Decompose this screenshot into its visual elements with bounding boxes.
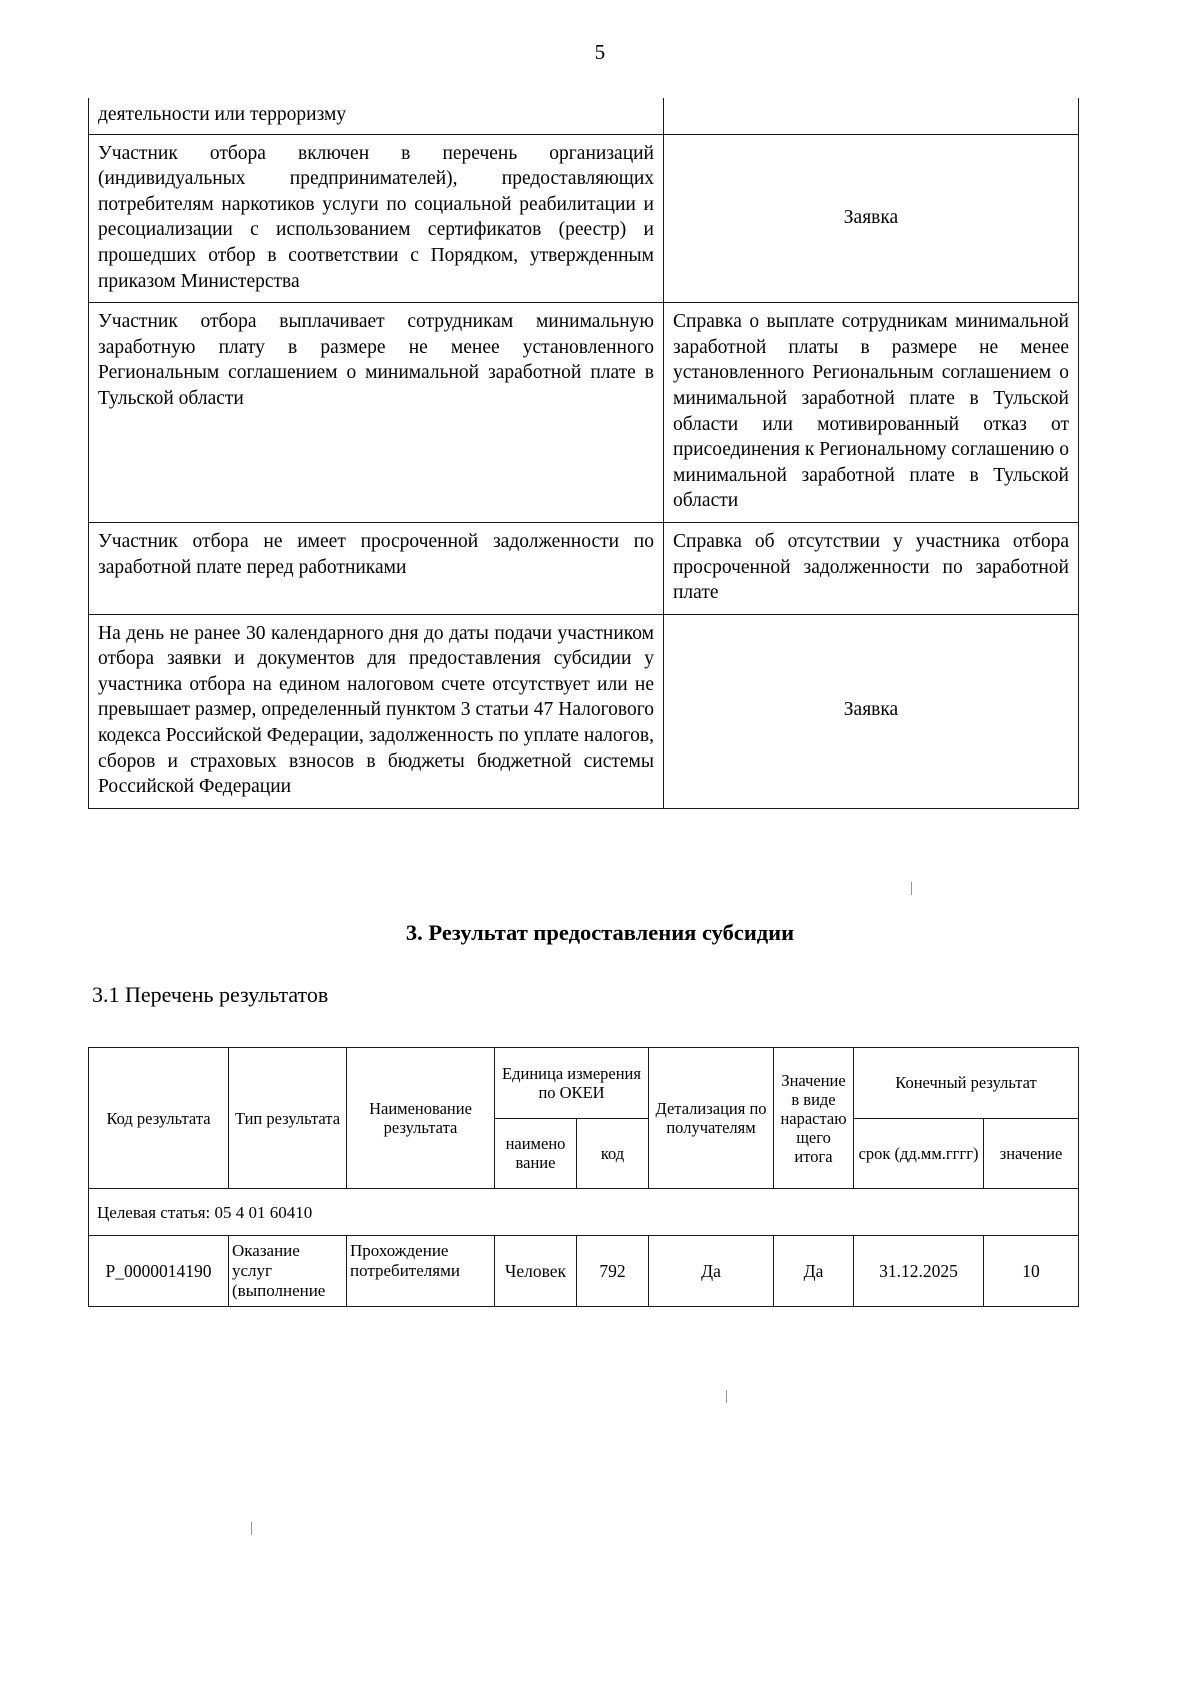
condition-cell: деятельности или терроризму [89, 98, 664, 134]
table-row [89, 98, 1079, 134]
results-table [88, 1047, 1079, 1307]
table-row [89, 134, 1079, 303]
target-article-label: Целевая статья: 05 4 01 60410 [89, 1189, 1079, 1236]
header-detail: Детализация по получателям [649, 1048, 774, 1189]
cell-cumulative: Да [774, 1236, 854, 1307]
table-row [89, 614, 1079, 808]
condition-cell: На день не ранее 30 календарного дня до даты подачи участником отбора заявки и документов для предоставления субсидии у участника отбора на едином налоговом счете отсутствует или не превышает размер, определенный пунктом 3 статьи 47 Налогового кодекса Российской Федерации, задолженность по уплате налогов, сборов и страховых взносов в бюджеты бюджетной системы Российской Федерации [89, 614, 664, 808]
cell-unit-name: Человек [495, 1236, 577, 1307]
header-final-result: Конечный результат [854, 1048, 1079, 1119]
document-cell: Справка об отсутствии у участника отбора просроченной задолженности по заработной плате [664, 522, 1079, 614]
table-row [89, 1236, 1079, 1307]
document-cell [664, 98, 1079, 134]
cell-value: 10 [984, 1236, 1079, 1307]
header-result-type: Тип результата [229, 1048, 347, 1189]
cell-unit-code: 792 [577, 1236, 649, 1307]
cell-detail: Да [649, 1236, 774, 1307]
document-cell: Заявка [664, 134, 1079, 303]
cell-result-type: Оказание услуг (выполнение [229, 1236, 347, 1307]
results-header-row [89, 1048, 1079, 1119]
scan-artifact-middle: | [725, 1388, 729, 1404]
header-result-name: Наименование результата [347, 1048, 495, 1189]
header-cumulative: Значение в виде нарастаю щего итога [774, 1048, 854, 1189]
conditions-table [88, 98, 1079, 809]
subsection-heading: 3.1 Перечень результатов [92, 982, 329, 1007]
table-row [89, 522, 1079, 614]
header-unit-code: код [577, 1118, 649, 1189]
header-value: значение [984, 1118, 1079, 1189]
section-heading: 3. Результат предоставления субсидии [405, 920, 795, 945]
cell-term: 31.12.2025 [854, 1236, 984, 1307]
cell-result-name: Прохождение потребителями [347, 1236, 495, 1307]
target-article-row [89, 1189, 1079, 1236]
header-result-code: Код результата [89, 1048, 229, 1189]
condition-cell: Участник отбора выплачивает сотрудникам минимальную заработную плату в размере не менее установленного Региональным соглашением о минимальной заработной плате в Тульской области [89, 303, 664, 523]
table-row [89, 303, 1079, 523]
header-term: срок (дд.мм.гггг) [854, 1118, 984, 1189]
scan-artifact-bottom: | [250, 1520, 254, 1536]
page-number: 5 [594, 40, 606, 64]
document-cell: Заявка [664, 614, 1079, 808]
document-cell: Справка о выплате сотрудникам минимальной заработной платы в размере не менее установленного Региональным соглашением о минимальной заработной плате в Тульской области или мотивированный отказ от присоединения к Региональному соглашению о минимальной заработной плате в Тульской области [664, 303, 1079, 523]
header-unit-group: Единица измерения по ОКЕИ [495, 1048, 649, 1119]
condition-cell: Участник отбора включен в перечень организаций (индивидуальных предпринимателей), предоставляющих потребителям наркотиков услуги по социальной реабилитации и ресоциализации с использованием сертификатов (реестр) и прошедших отбор в соответствии с Порядком, утвержденным приказом Министерства [89, 134, 664, 303]
cell-result-code: Р_0000014190 [89, 1236, 229, 1307]
condition-cell: Участник отбора не имеет просроченной задолженности по заработной плате перед работниками [89, 522, 664, 614]
header-unit-name: наимено вание [495, 1118, 577, 1189]
scan-artifact-top: | [910, 880, 914, 896]
